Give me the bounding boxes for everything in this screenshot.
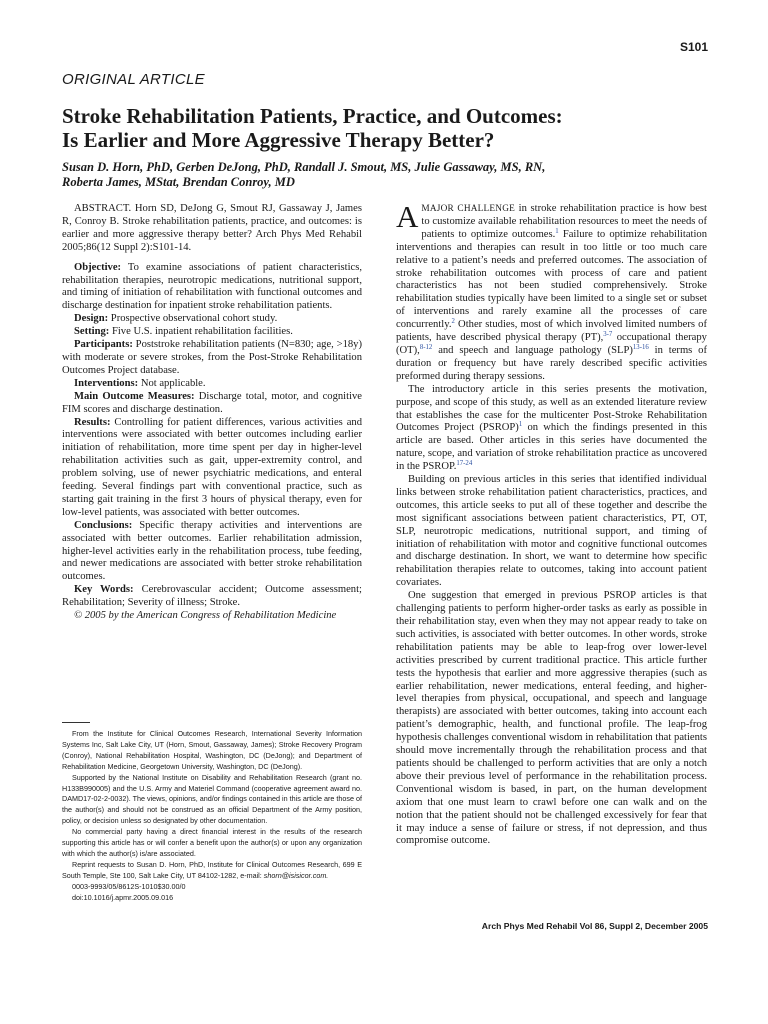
reference-link[interactable]: 8-12: [419, 343, 433, 351]
abstract-conclusions: [62, 520, 362, 585]
section-label: ORIGINAL ARTICLE: [62, 71, 205, 88]
reprint-text: Reprint requests to Susan D. Horn, PhD, Institute for Clinical Outcomes Research, 699 E South Temple, Ste 100, Salt Lake City, UT 84102-1282, e-mail:: [62, 859, 362, 880]
keywords-heading: Key Words:: [74, 584, 134, 596]
body-text: The introductory article in this series presents the motivation, purpose, and scope of this study, as well as an extended literature review that establishes the case for the multicenter Post-Stroke Rehabilitation Outcomes Project (PSROP): [396, 383, 707, 434]
abstract-objective: [62, 262, 362, 314]
design-heading: Design:: [74, 313, 109, 325]
participants-text: Poststroke rehabilitation patients (N=830; age, >18y) with moderate or severe strokes, from the Post-Stroke Rehabilitation Outcomes Project database.: [62, 339, 362, 376]
drop-cap: A: [396, 199, 419, 234]
body-paragraph-2: [396, 384, 707, 474]
measures-text: Discharge total, motor, and cognitive FIM scores and discharge destination.: [62, 390, 362, 415]
footnote-conflict: No commercial party having a direct financial interest in the results of the research supporting this article has or will confer a benefit upon the author(s) or upon any organization with which the author(s) is/are associated.: [62, 827, 362, 858]
footnote-issn: 0003-9993/05/8612S-1010$30.00/0: [72, 881, 186, 891]
setting-text: Five U.S. inpatient rehabilitation facilities.: [111, 326, 293, 338]
body-paragraph-4: One suggestion that emerged in previous PSROP articles is that challenging patients to perform higher-order tasks as early as possible in their rehabilitation stay, even when they may not appear ready to take on such activities, is associated with better outcomes. In other words, stroke rehabilitation patients may be able to leap-frog over lower-level activities prescribed by current traditional practice. This article further tests the hypothesis that earlier and more aggressive therapies (such as earlier rehabilitation, newer medications, enteral feeding, and higher-level therapies from physical, occupational, and speech and language therapists) are associated with better outcomes, taking into account each patient’s demographic, health, and functional profile. The leap-frog hypothesis challenges conventional wisdom in rehabilitation that patients should move incrementally through the rehabilitation process and that patients should be challenged to perform activities that are only a notch above their previous level of performance in the rehabilitation process. Conventional wisdom is based, in part, on the human development axiom that one must learn to crawl before one can walk and on the notion that the patient should not be challenged excessively for fear that it may induce a sense of failure or stress, if not depression, and thus compromise outcome.: [396, 590, 707, 847]
body-text: on which the findings presented in this article are based. Other articles in this series have documented the nature, scope, and variation of stroke rehabilitation practice as uncovered in the PSROP.: [396, 422, 707, 473]
keywords-text: Cerebrovascular accident; Outcome assessment; Rehabilitation; Severity of illness; Stroke.: [62, 584, 362, 609]
reference-link[interactable]: 13-16: [632, 343, 649, 351]
copyright-notice: © 2005 by the American Congress of Rehabilitation Medicine: [74, 610, 337, 622]
reference-link[interactable]: 1: [518, 421, 523, 429]
footnote-doi[interactable]: doi:10.1016/j.apmr.2005.09.016: [72, 892, 174, 902]
article-title: [62, 104, 712, 152]
body-text: in terms of duration or frequency but have rarely described specific activities preformed during therapy sessions.: [396, 344, 708, 382]
footnote-affiliation: From the Institute for Clinical Outcomes Research, International Severity Information Systems Inc, Salt Lake City, UT (Horn, Smout, Gassaway, James); Stroke Recovery Program (Conroy), National Rehabilitation Hospital, Washington, DC (DeJong); and Department of Rehabilitation Medicine, Georgetown University, Washington, DC (DeJong).: [62, 729, 362, 771]
interventions-heading: Interventions:: [74, 377, 139, 389]
abstract-measures: [62, 391, 362, 417]
reprint-email[interactable]: shorn@isisicor.com.: [263, 870, 329, 880]
measures-heading: Main Outcome Measures:: [74, 390, 195, 402]
footnotes: [62, 729, 362, 904]
abstract-participants: [62, 339, 362, 378]
body-column: [396, 199, 708, 848]
body-paragraph-1: [396, 199, 708, 384]
conclusions-text: Specific therapy activities and interventions are associated with better outcomes. Earlier rehabilitation admission, higher-level activities early in the rehabilitation process, tube feeding, and newer medications are associated with better stroke rehabilitation outcomes.: [62, 519, 363, 583]
conclusions-heading: Conclusions:: [74, 519, 133, 531]
results-heading: Results:: [74, 416, 111, 428]
body-paragraph-3: Building on previous articles in this series that identified individual links between stroke rehabilitation patient characteristics, practices, and outcomes, this article seeks to put all of these together and describe the most significant associations between patient characteristics, PT, OT, SLP, neurotropic medications, nutritional support, and timing of initiation of rehabilitation with motor and cognitive functional outcomes and discharge destination. In short, we want to determine how specific rehabilitation therapies relate to outcomes, taking into account patient covariates.: [396, 474, 707, 589]
setting-heading: Setting:: [74, 326, 110, 338]
reference-link[interactable]: 17-24: [456, 460, 473, 468]
objective-text: To examine associations of patient characteristics, rehabilitation therapies, neurotropic medications, nutritional support, and timing of initiation of rehabilitation with functional outcomes and discharge destination for inpatient stroke rehabilitation patients.: [62, 261, 362, 312]
abstract-setting: [62, 326, 362, 339]
body-text: in stroke rehabilitation practice is how best to customize available rehabilitation resources to meet the needs of patients to optimize outcomes.: [421, 203, 707, 240]
footnote-support: Supported by the National Institute on Disability and Rehabilitation Research (grant no. H133B990005) and the U.S. Army and Materiel Command (cooperative agreement award no. DAMD17-02-2-0032). The views, opinions, and/or findings contained in this article are those of the author(s) and should not be construed as an official Department of the Army position, policy, or decision unless so designated by other documentation.: [62, 772, 362, 826]
abstract-column: [62, 203, 362, 623]
interventions-text: Not applicable.: [140, 377, 206, 389]
body-text: occupational therapy (OT),: [396, 332, 707, 356]
footnote-divider: [62, 722, 90, 723]
reference-link[interactable]: 3-7: [603, 331, 613, 339]
title-line-1: Stroke Rehabilitation Patients, Practice, and Outcomes:: [62, 104, 563, 128]
author-list: [62, 160, 712, 190]
abstract-design: [62, 313, 362, 326]
footnote-reprint: [62, 860, 362, 882]
results-text: Controlling for patient differences, various activities and interventions were associated with better outcomes including earlier initiation of rehabilitation, more time spent per day in higher-level rehabilitation activities such as gait, upper-extremity control, and problem solving, use of newer psychiatric medications, and enteral feeding. Several findings part with conventional practice, such as starting gait training in the first 3 hours of physical therapy, even for low-level patients, was associated with better outcomes.: [62, 416, 362, 518]
body-text: Failure to optimize rehabilitation interventions and therapies can result in too little or too much care relative to a patient’s needs and preferred outcomes. The association of stroke rehabilitation outcomes with process of care and patient characteristics has not been studied comprehensively. Stroke rehabilitation studies typically have been limited to a single set or subset of interventions and rarely examine all the processes of care concurrently.: [396, 228, 708, 331]
authors-line-1: Susan D. Horn, PhD, Gerben DeJong, PhD, Randall J. Smout, MS, Julie Gassaway, MS, RN,: [62, 160, 546, 174]
abstract-results: [62, 417, 362, 520]
abstract-interventions: [62, 378, 362, 391]
design-text: Prospective observational cohort study.: [110, 313, 278, 325]
title-line-2: Is Earlier and More Aggressive Therapy Better?: [62, 128, 495, 152]
participants-heading: Participants:: [74, 339, 133, 351]
abstract-citation: ABSTRACT. Horn SD, DeJong G, Smout RJ, Gassaway J, James R, Conroy B. Stroke rehabilitation patients, practice, and outcomes: is earlier and more aggressive therapy better? Arch Phys Med Rehabil 2005;86(12 Suppl 2):S101-14.: [62, 203, 362, 253]
body-text: and speech and language pathology (SLP): [438, 344, 633, 356]
objective-heading: Objective:: [74, 261, 122, 273]
journal-footer: Arch Phys Med Rehabil Vol 86, Suppl 2, December 2005: [481, 921, 708, 931]
body-text: Other studies, most of which involved limited numbers of patients, have described physical therapy (PT),: [396, 319, 707, 344]
reference-link[interactable]: 1: [555, 227, 559, 235]
small-caps-lead: MAJOR CHALLENGE: [421, 204, 515, 214]
reference-link[interactable]: 2: [451, 318, 455, 326]
page-number: S101: [679, 40, 708, 54]
abstract-keywords: [62, 584, 362, 610]
authors-line-2: Roberta James, MStat, Brendan Conroy, MD: [62, 175, 295, 189]
